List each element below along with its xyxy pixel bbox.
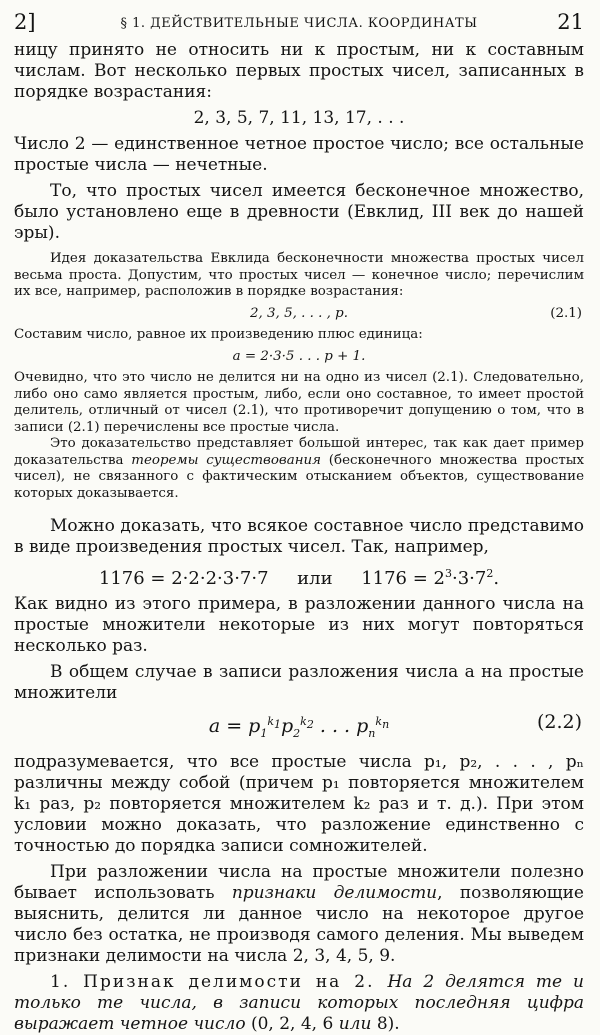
paragraph-composite: Можно доказать, что всякое составное число представимо в виде произведения простых чисел. Так, например, [14,516,584,557]
existence-term: теоремы существования [131,452,321,468]
paragraph-repeat: Как видно из этого примера, в разложении данного числа на простые множители некоторые из них могут повторяться несколько раз. [14,594,584,656]
criterion-or: или [338,1014,372,1035]
criterion-statement: На 2 делятся те и только те числа, в записи которых последняя цифра выражает четное число [14,972,584,1035]
paragraph-general-case: В общем случае в записи разложения числа a на простые множители [14,662,584,703]
paragraph-continuation: ницу принято не относить ни к простым, ни к составным числам. Вот несколько первых простых чисел, записанных в порядке возрастания: [14,40,584,102]
equation-2-2-body: $a = p_1^{k_1}p_2^{k_2}$ . . . $p_n^{k_n}$ [208,715,390,741]
small-paragraph-product: Составим число, равное их произведению плюс единица: [14,327,423,342]
equation-a-product: a = 2·3·5 . . . p + 1. [232,348,366,364]
equation-2-2 [14,708,584,748]
equation-1176-right-pre: 1176 = 2 [361,568,445,589]
paragraph-infinite-primes: То, что простых чисел имеется бесконечное множество, было установлено еще в древности (Евклид, III век до нашей эры). [14,181,584,243]
exp-3: 3 [445,567,452,580]
existence-text-a: Это доказательство представляет большой интерес, так как дает пример доказательства [14,436,584,468]
equation-1176 [14,563,584,589]
header-section-title: § 1. ДЕЙСТВИТЕЛЬНЫЕ ЧИСЛА. КООРДИНАТЫ [120,16,478,31]
equation-1176-left: 1176 = 2·2·2·3·7·7 [98,568,269,589]
exp-2: 2 [486,567,494,580]
equation-2-1 [14,306,584,323]
header-left-number: 2] [14,10,36,34]
divisibility-text-c: , позволяющие выяснить, делится ли данное число на некоторое другое число без остатка, не производя самого деления. Мы выведем признаки делимости на числа 2, 3, 4, 5, 9. [14,883,584,967]
equation-1176-right-end: . [493,568,500,589]
equation-2-1-number: (2.1) [550,305,582,321]
page-body [14,40,584,1035]
paragraph-divisibility [14,862,584,967]
paragraph-criterion-2 [14,972,584,1035]
equation-or: или [297,568,333,589]
page-number: 21 [557,10,584,34]
equation-2-2-number: (2.2) [536,711,582,733]
paragraph-even-prime: Число 2 — единственное четное простое число; все остальные простые числа — нечетные. [14,134,584,175]
small-paragraph-obviously: Очевидно, что это число не делится ни на одно из чисел (2.1). Следовательно, либо оно само является простым, либо, если оно составное, то имеет простой делитель, отличный от чисел (2.1), что противоречит допущению о том, что в записи (2.1) перечислены все простые числа. [14,370,584,435]
equation-2-1-body: 2, 3, 5, . . . , p. [250,305,348,321]
criterion-end: 8). [371,1014,400,1035]
small-paragraph-euclid: Идея доказательства Евклида бесконечности множества простых чисел весьма проста. Допустим, что простых чисел — конечное число; перечислим их все, например, расположив в порядке возрастания: [14,251,584,299]
criterion-digits: (0, 2, 4, 6 [245,1014,339,1035]
running-header [14,4,584,38]
paragraph-distinct-primes: подразумевается, что все простые числа p₁, p₂, . . . , pₙ различны между собой (причем p₁ повторяется множителем k₁ раз, p₂ повторяется множителем k₂ раз и т. д.). При этом условии можно доказать, что разложение единственно с точностью до порядка записи сомножителей. [14,752,584,857]
criterion-heading: 1. Признак делимости на 2. [50,972,388,993]
primes-list: 2, 3, 5, 7, 11, 13, 17, . . . [193,108,405,128]
existence-text-c: (бесконечного множества простых чисел), не связанного с фактическим отысканием объектов, существование которых доказывается. [14,452,584,501]
divisibility-term: признаки делимости [231,883,438,904]
small-paragraph-existence [14,436,584,502]
divisibility-text-a: При разложении числа на простые множители полезно бывает использовать [14,862,584,904]
equation-1176-right-mid: ·3·7 [452,568,487,589]
